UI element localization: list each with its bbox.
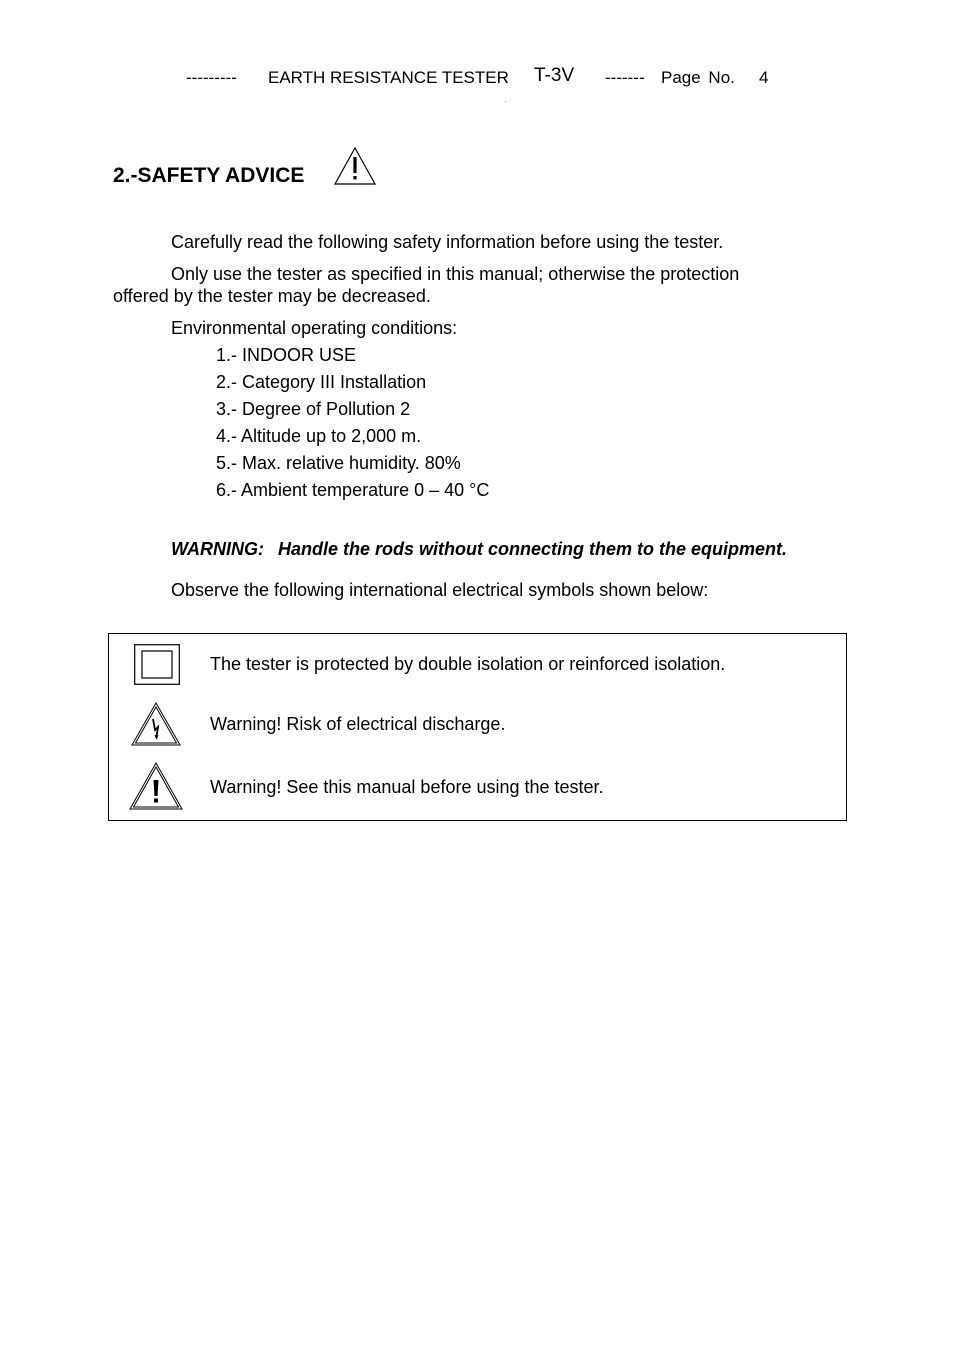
condition-item: 6.- Ambient temperature 0 – 40 °C [216, 480, 490, 500]
condition-item: 4.- Altitude up to 2,000 m. [216, 426, 422, 446]
warning-label: WARNING: [171, 539, 264, 559]
symbol-description: The tester is protected by double isolation or reinforced isolation. [210, 654, 726, 674]
condition-item: 3.- Degree of Pollution 2 [216, 399, 411, 419]
paragraph-environmental-conditions: Environmental operating conditions: [171, 318, 458, 338]
paragraph-observe-symbols: Observe the following international electrical symbols shown below: [171, 580, 709, 600]
double-isolation-icon [134, 644, 180, 685]
header-model: T-3V [534, 65, 575, 86]
header-dot: . [505, 98, 507, 104]
paragraph-use-as-specified-line1: Only use the tester as specified in this manual; otherwise the protection [171, 264, 740, 284]
warning-note [171, 538, 787, 560]
symbol-description: Warning! Risk of electrical discharge. [210, 714, 506, 734]
electrical-discharge-warning-icon [131, 702, 181, 746]
condition-item: 5.- Max. relative humidity. 80% [216, 453, 461, 473]
header-page-label: Page No. [661, 68, 735, 87]
header-title: EARTH RESISTANCE TESTER [268, 68, 509, 87]
header-page-number: 4 [759, 68, 769, 87]
warning-text: Handle the rods without connecting them to the equipment. [278, 539, 788, 559]
section-heading: 2.-SAFETY ADVICE [113, 164, 305, 187]
header-dashes-left: --------- [186, 68, 237, 87]
warning-triangle-icon [333, 146, 377, 186]
header-dashes-right: ------- [605, 68, 645, 87]
paragraph-read-safety: Carefully read the following safety information before using the tester. [171, 232, 724, 252]
symbol-description: Warning! See this manual before using the tester. [210, 777, 604, 797]
symbols-table [108, 633, 847, 821]
condition-item: 1.- INDOOR USE [216, 345, 357, 365]
paragraph-use-as-specified-line2: offered by the tester may be decreased. [113, 286, 431, 306]
condition-item: 2.- Category III Installation [216, 372, 427, 392]
manual-warning-icon [129, 762, 183, 810]
